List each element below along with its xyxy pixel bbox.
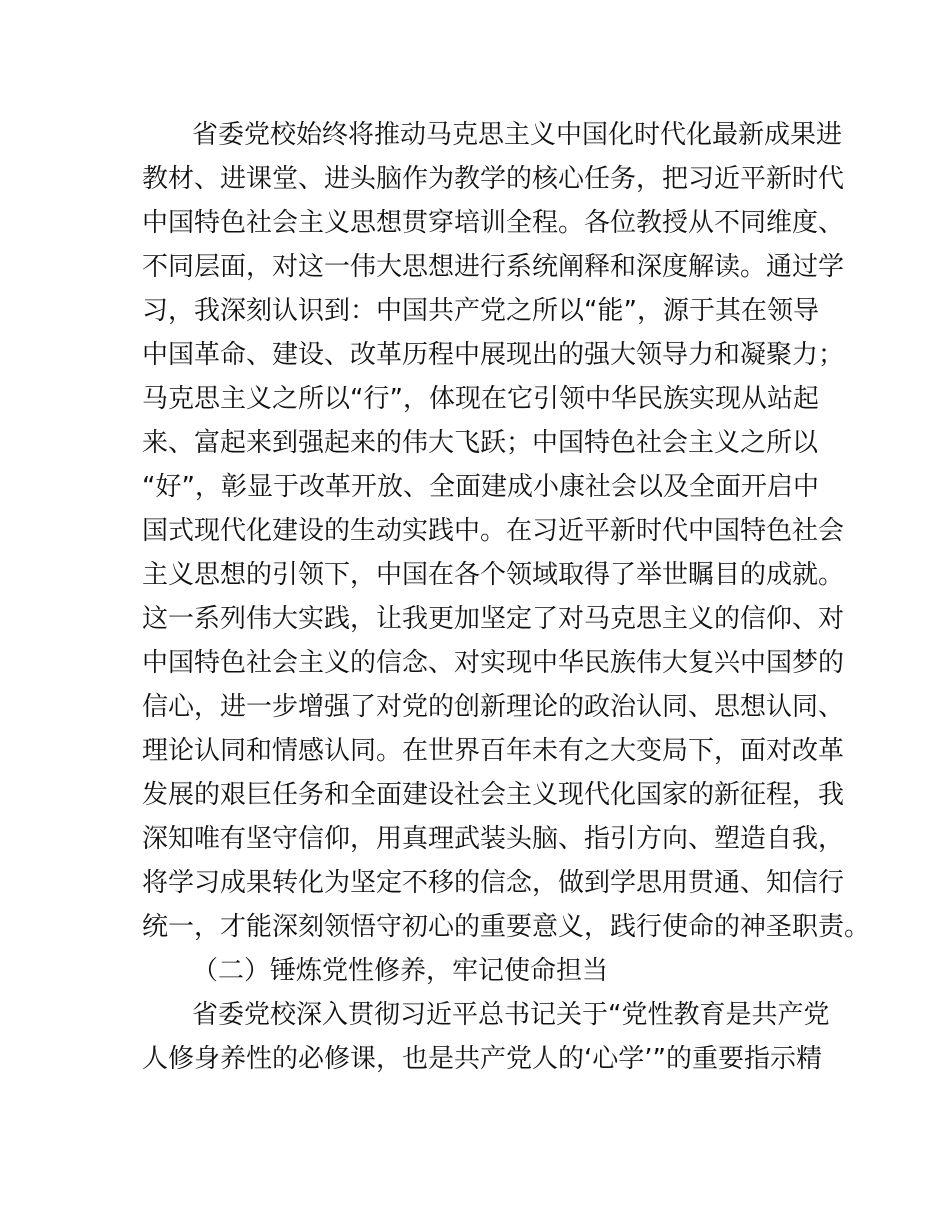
text-line: 中国特色社会主义思想贯穿培训全程。各位教授从不同维度、 bbox=[142, 208, 845, 238]
section-heading bbox=[142, 949, 822, 993]
text-line: 省委党校深入贯彻习近平总书记关于“党性教育是共产党 bbox=[192, 1000, 830, 1030]
text-line: 理论认同和情感认同。在世界百年未有之大变局下，面对改革 bbox=[142, 736, 845, 766]
text-line: 不同层面，对这一伟大思想进行系统阐释和深度解读。通过学 bbox=[142, 252, 845, 282]
heading-line: （二）锤炼党性修养，牢记使命担当 bbox=[192, 956, 609, 986]
text-line: 国式现代化建设的生动实践中。在习近平新时代中国特色社会 bbox=[142, 516, 845, 546]
text-line: 这一系列伟大实践，让我更加坚定了对马克思主义的信仰、对 bbox=[142, 604, 845, 634]
text-line: 教材、进课堂、进头脑作为教学的核心任务，把习近平新时代 bbox=[142, 164, 845, 194]
text-line: 主义思想的引领下，中国在各个领域取得了举世瞩目的成就。 bbox=[142, 560, 845, 590]
text-line: 深知唯有坚守信仰，用真理武装头脑、指引方向、塑造自我， bbox=[142, 824, 845, 854]
text-line: 将学习成果转化为坚定不移的信念，做到学思用贯通、知信行 bbox=[142, 868, 845, 898]
text-line: 省委党校始终将推动马克思主义中国化时代化最新成果进 bbox=[192, 120, 843, 150]
text-line: 发展的艰巨任务和全面建设社会主义现代化国家的新征程，我 bbox=[142, 780, 845, 810]
paragraph-2 bbox=[142, 993, 830, 1081]
text-line: 习，我深刻认识到：中国共产党之所以“能”，源于其在领导 bbox=[142, 296, 819, 326]
paragraph-1 bbox=[142, 113, 871, 949]
text-line: 来、富起来到强起来的伟大飞跃；中国特色社会主义之所以 bbox=[142, 428, 819, 458]
text-line: 中国革命、建设、改革历程中展现出的强大领导力和凝聚力； bbox=[142, 340, 845, 370]
text-line: 人修身养性的必修课，也是共产党人的‘心学’”的重要指示精 bbox=[142, 1044, 822, 1074]
text-line: 信心，进一步增强了对党的创新理论的政治认同、思想认同、 bbox=[142, 692, 845, 722]
text-line: 马克思主义之所以“行”，体现在它引领中华民族实现从站起 bbox=[142, 384, 819, 414]
text-line: 统一，才能深刻领悟守初心的重要意义，践行使命的神圣职责。 bbox=[142, 912, 871, 942]
text-line: 中国特色社会主义的信念、对实现中华民族伟大复兴中国梦的 bbox=[142, 648, 845, 678]
text-line: “好”，彰显于改革开放、全面建成小康社会以及全面开启中 bbox=[142, 472, 819, 502]
document-body bbox=[142, 113, 871, 1081]
